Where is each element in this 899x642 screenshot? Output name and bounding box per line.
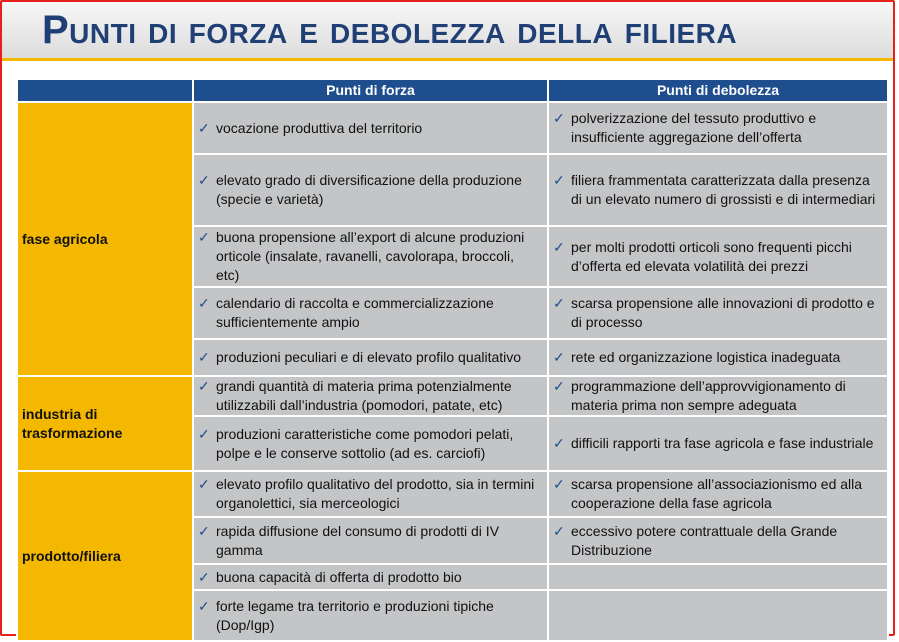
check-icon: ✓ — [553, 378, 565, 394]
cell-forza — [193, 590, 548, 641]
cell-forza — [193, 287, 548, 339]
item-text: grandi quantità di materia prima potenzialmente utilizzabili dall’industria (pomodori, patate, etc) — [216, 378, 512, 413]
check-icon: ✓ — [198, 597, 210, 614]
table-row — [17, 102, 888, 154]
item-text: buona capacità di offerta di prodotto bio — [216, 568, 462, 585]
category-label: prodotto/filiera — [17, 471, 193, 641]
item-text: buona propensione all’export di alcune produzioni orticole (insalate, ravanelli, cavolorapa, broccoli, etc) — [216, 229, 525, 283]
item-text: programmazione dell’approvvigionamento di materia prima non sempre adeguata — [571, 378, 846, 413]
cell-debolezza — [548, 471, 888, 517]
check-icon: ✓ — [553, 172, 565, 188]
cell-debolezza — [548, 590, 888, 641]
cell-forza — [193, 339, 548, 376]
list-item — [198, 377, 541, 415]
category-label: industria di trasformazione — [17, 376, 193, 471]
cell-forza — [193, 471, 548, 517]
cell-debolezza — [548, 517, 888, 564]
check-icon: ✓ — [198, 378, 210, 394]
table-row — [17, 376, 888, 416]
title-bar — [2, 2, 893, 58]
list-item — [198, 294, 541, 332]
item-text: scarsa propensione all’associazionismo ed alla cooperazione della fase agricola — [571, 476, 863, 511]
item-text: forte legame tra territorio e produzioni tipiche (Dop/Igp) — [216, 597, 494, 633]
check-icon: ✓ — [553, 295, 565, 311]
title-accent-line — [2, 58, 893, 61]
list-item — [553, 377, 881, 415]
check-icon: ✓ — [198, 522, 210, 539]
list-item — [553, 475, 881, 513]
check-icon: ✓ — [198, 425, 210, 442]
item-text: difficili rapporti tra fase agricola e fase industriale — [571, 435, 874, 451]
list-item — [553, 109, 881, 147]
list-item — [198, 119, 541, 138]
cell-debolezza — [548, 287, 888, 339]
list-item — [553, 294, 881, 332]
check-icon: ✓ — [198, 229, 210, 245]
list-item — [198, 597, 541, 635]
cell-debolezza — [548, 102, 888, 154]
cell-forza — [193, 564, 548, 590]
category-label: fase agricola — [17, 102, 193, 376]
cell-debolezza — [548, 226, 888, 287]
item-text: per molti prodotti orticoli sono frequenti picchi d’offerta ed elevata volatilità dei prezzi — [571, 238, 852, 274]
cell-forza — [193, 376, 548, 416]
list-item — [198, 171, 541, 209]
item-text: calendario di raccolta e commercializzazione sufficientemente ampio — [216, 295, 494, 330]
check-icon: ✓ — [553, 238, 565, 255]
header-punti-di-debolezza: Punti di debolezza — [548, 79, 888, 102]
cell-forza — [193, 517, 548, 564]
item-text: produzioni peculiari e di elevato profilo qualitativo — [216, 349, 522, 365]
item-text: rapida diffusione del consumo di prodotti di IV gamma — [216, 522, 500, 558]
cell-forza — [193, 154, 548, 226]
list-item — [198, 568, 541, 587]
item-text: vocazione produttiva del territorio — [216, 119, 423, 136]
list-item — [553, 171, 881, 209]
list-item — [553, 522, 881, 560]
list-item — [198, 475, 541, 513]
item-text: polverizzazione del tessuto produttivo e insufficiente aggregazione dell’offerta — [571, 110, 817, 145]
item-text: rete ed organizzazione logistica inadeguata — [571, 349, 841, 365]
list-item — [198, 228, 541, 285]
page-title: Punti di forza e debolezza della filiera — [42, 8, 738, 52]
item-text: elevato grado di diversificazione della produzione (specie e varietà) — [216, 172, 522, 207]
check-icon: ✓ — [553, 349, 565, 365]
cell-debolezza — [548, 154, 888, 226]
check-icon: ✓ — [198, 119, 210, 136]
list-item — [198, 522, 541, 560]
check-icon: ✓ — [198, 349, 210, 365]
cell-debolezza — [548, 564, 888, 590]
check-icon: ✓ — [553, 522, 565, 539]
table-header-row — [17, 79, 888, 102]
item-text: elevato profilo qualitativo del prodotto, sia in termini organolettici, sia merceologici — [216, 476, 535, 511]
cell-forza — [193, 416, 548, 471]
item-text: filiera frammentata caratterizzata dalla presenza di un elevato numero di grossisti e di intermediari — [571, 172, 876, 207]
item-text: eccessivo potere contrattuale della Grande Distribuzione — [571, 522, 838, 558]
cell-debolezza — [548, 339, 888, 376]
item-text: scarsa propensione alle innovazioni di prodotto e di processo — [571, 295, 875, 330]
header-punti-di-forza: Punti di forza — [193, 79, 548, 102]
check-icon: ✓ — [553, 476, 565, 492]
list-item — [553, 238, 881, 276]
swot-table — [16, 78, 889, 642]
check-icon: ✓ — [198, 295, 210, 311]
list-item — [198, 425, 541, 463]
cell-debolezza — [548, 416, 888, 471]
check-icon: ✓ — [553, 435, 565, 451]
check-icon: ✓ — [198, 568, 210, 585]
table-row — [17, 471, 888, 517]
list-item — [553, 348, 881, 367]
header-blank — [17, 79, 193, 102]
item-text: produzioni caratteristiche come pomodori pelati, polpe e le conserve sottolio (ad es. carciofi) — [216, 425, 514, 461]
check-icon: ✓ — [553, 110, 565, 126]
list-item — [553, 434, 881, 453]
cell-debolezza — [548, 376, 888, 416]
check-icon: ✓ — [198, 172, 210, 188]
cell-forza — [193, 226, 548, 287]
cell-forza — [193, 102, 548, 154]
check-icon: ✓ — [198, 476, 210, 492]
list-item — [198, 348, 541, 367]
